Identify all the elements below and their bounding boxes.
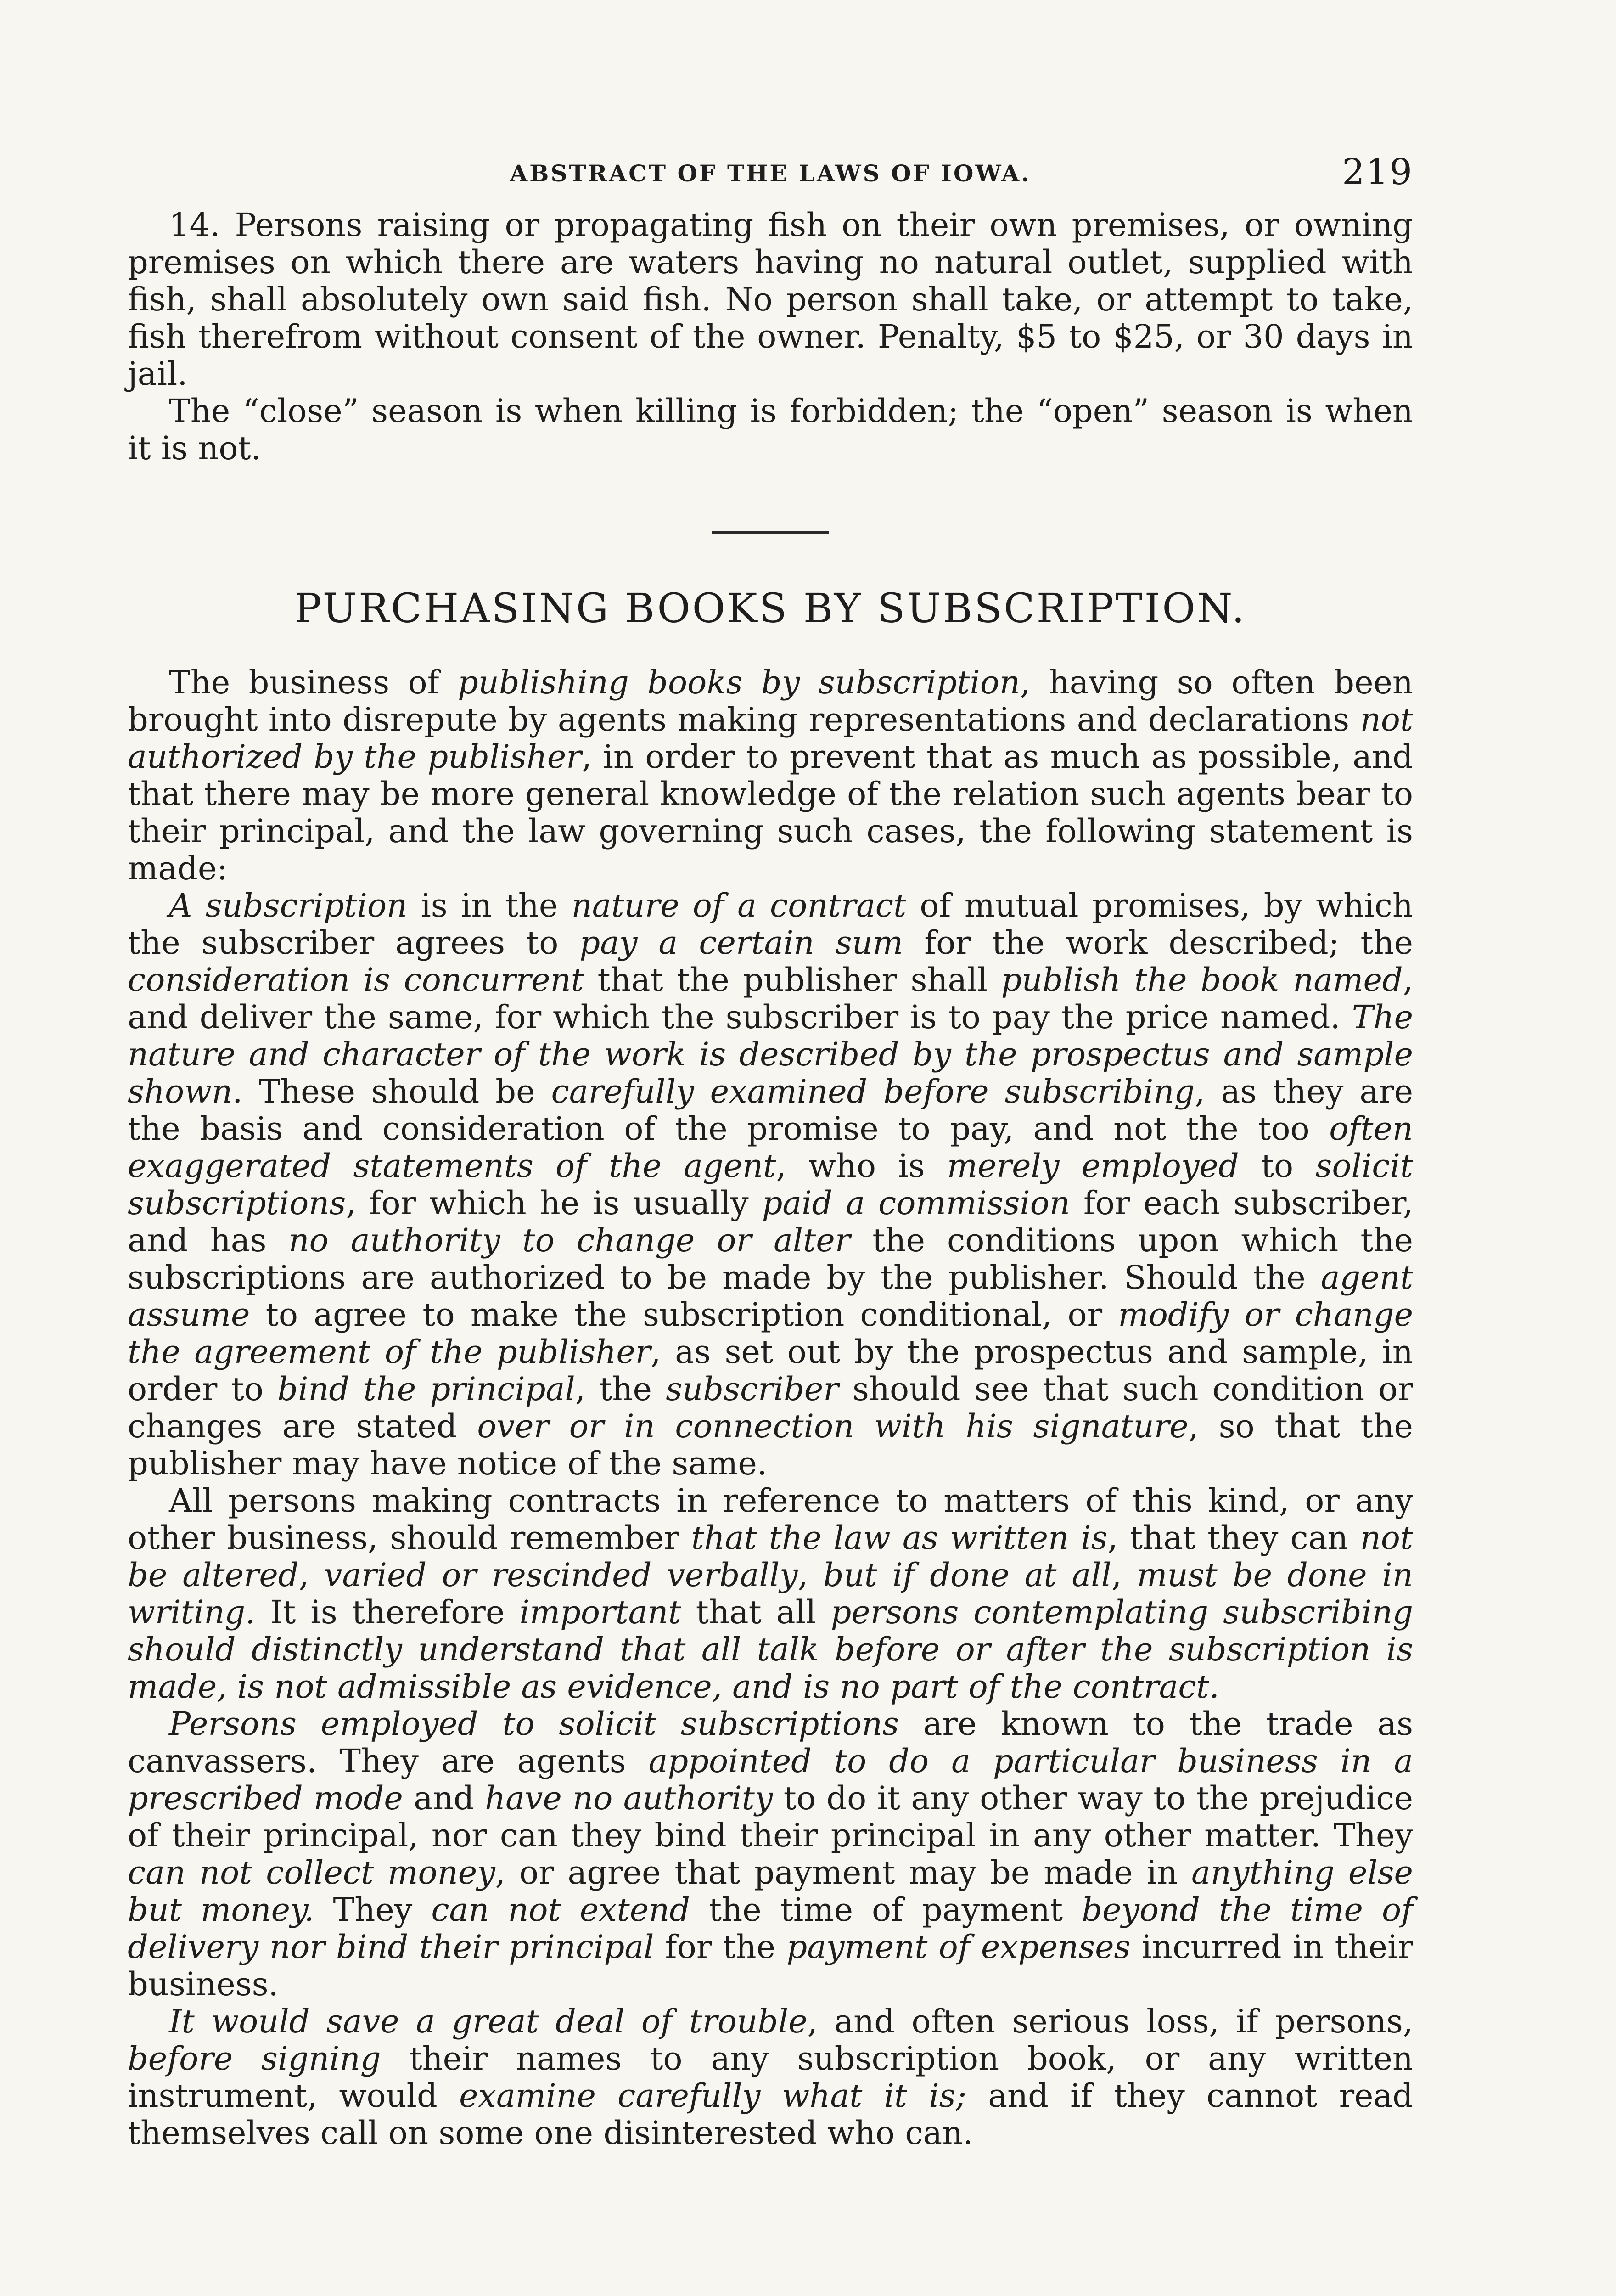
running-title: ABSTRACT OF THE LAWS OF IOWA. <box>510 160 1031 187</box>
canvassers-paragraph: Persons employed to solicit subscriptions are known to the trade as canvassers. They are agents appointed to do a particular business in a prescribed mode and have no authority to do it any other way to the prejudice of their principal, nor can they bind their principal in any other matter. They can not collect money, or agree that payment may be made in anything else but money. They can not extend the time of payment beyond the time of delivery nor bind their principal for the payment of expenses incurred in their business. <box>128 1705 1414 2003</box>
writing-paragraph: All persons making contracts in reference to matters of this kind, or any other business, should remember that the law as written is, that they can not be altered, varied or rescinded verbally, but if done at all, must be done in writing. It is therefore important that all persons contemplating subscribing should distinctly understand that all talk before or after the subscription is made, is not admissible as evidence, and is no part of the contract. <box>128 1482 1414 1705</box>
book-page <box>128 152 1413 2152</box>
page-number: 219 <box>1342 152 1413 193</box>
advice-paragraph: It would save a great deal of trouble, and often serious loss, if persons, before signing their names to any subscription book, or any written instrument, would examine carefully what it is; and if they cannot read themselves call on some one disinterested who can. <box>128 2003 1413 2152</box>
section-heading: PURCHASING BOOKS BY SUBSCRIPTION. <box>294 585 1246 632</box>
intro-paragraph: The business of publishing books by subscription, having so often been brought into disrepute by agents making representations and declarations not authorized by the publisher, in order to prevent that as much as possible, and that there may be more general knowledge of the relation such agents bear to their principal, and the law governing such cases, the following statement is made: <box>128 664 1414 887</box>
contract-paragraph: A subscription is in the nature of a contract of mutual promises, by which the subscriber agrees to pay a certain sum for the work described; the consideration is concurrent that the publisher shall publish the book named, and deliver the same, for which the subscriber is to pay the price named. The nature and character of the work is described by the prospectus and sample shown. These should be carefully examined before subscribing, as they are the basis and consideration of the promise to pay, and not the too often exaggerated statements of the agent, who is merely employed to solicit subscriptions, for which he is usually paid a commission for each subscriber, and has no authority to change or alter the conditions upon which the subscriptions are authorized to be made by the publisher. Should the agent assume to agree to make the subscription conditional, or modify or change the agreement of the publisher, as set out by the prospectus and sample, in order to bind the principal, the subscriber should see that such condition or changes are stated over or in connection with his signature, so that the publisher may have notice of the same. <box>128 887 1414 1482</box>
section-divider <box>712 531 829 534</box>
fish-law-paragraph: 14. Persons raising or propagating fish on their own premises, or owning premises on which there are waters having no natural outlet, supplied with fish, shall absolutely own said fish. No person shall take, or attempt to take, fish therefrom without consent of the owner. Penalty, $5 to $25, or 30 days in jail. <box>128 206 1413 393</box>
season-paragraph: The “close” season is when killing is forbidden; the “open” season is when it is not. <box>128 392 1413 467</box>
running-header <box>128 152 1413 207</box>
